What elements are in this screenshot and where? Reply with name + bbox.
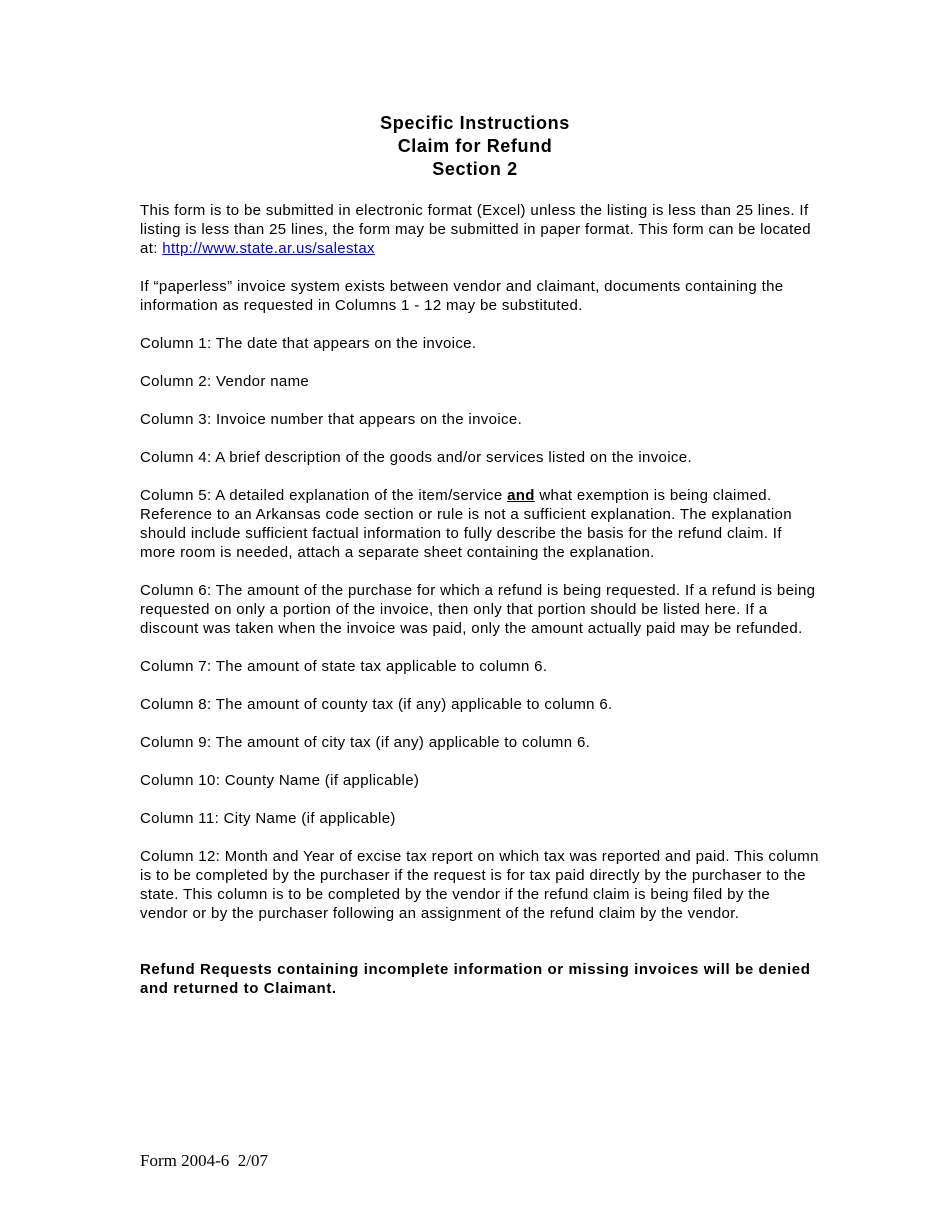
column-5-instruction [140,486,820,562]
title-line-3: Section 2 [432,159,518,179]
paperless-paragraph: If “paperless” invoice system exists between vendor and claimant, documents containing the information as requested in Columns 1 - 12 may be substituted. [140,278,784,314]
column-5-emphasis: and [507,487,535,504]
column-2-instruction: Column 2: Vendor name [140,373,310,390]
column-12-instruction: Column 12: Month and Year of excise tax report on which tax was reported and paid. This column is to be completed by the purchaser if the request is for tax paid directly by the purchaser to the state. This column is to be completed by the vendor if the refund claim is being filed by the vendor or by the purchaser following an assignment of the refund claim by the vendor. [140,848,819,922]
page-title [0,112,950,181]
title-line-1: Specific Instructions [380,113,570,133]
refund-denial-notice: Refund Requests containing incomplete information or missing invoices will be denied and returned to Claimant. [140,961,811,997]
instructions-body [140,201,820,1017]
intro-paragraph [140,201,820,258]
intro-text: This form is to be submitted in electronic format (Excel) unless the listing is less than 25 lines. If listing is less than 25 lines, the form may be submitted in paper format. This form can be located at: [140,202,811,257]
column-5-text-start: Column 5: A detailed explanation of the item/service [140,487,508,504]
column-3-instruction: Column 3: Invoice number that appears on the invoice. [140,411,523,428]
salestax-link[interactable]: http://www.state.ar.us/salestax [162,240,375,257]
column-1-instruction: Column 1: The date that appears on the invoice. [140,335,477,352]
column-10-instruction: Column 10: County Name (if applicable) [140,772,420,789]
form-number-footer: Form 2004-6 2/07 [140,1151,268,1170]
title-line-2: Claim for Refund [397,136,553,156]
column-7-instruction: Column 7: The amount of state tax applicable to column 6. [140,658,548,675]
column-5-text-end: what exemption is being claimed. Reference to an Arkansas code section or rule is not a sufficient explanation. The explanation should include sufficient factual information to fully describe the basis for the refund claim. If more room is needed, attach a separate sheet containing the explanation. [140,487,792,561]
column-9-instruction: Column 9: The amount of city tax (if any) applicable to column 6. [140,734,591,751]
column-11-instruction: Column 11: City Name (if applicable) [140,810,396,827]
column-4-instruction: Column 4: A brief description of the goods and/or services listed on the invoice. [140,449,692,466]
column-6-instruction: Column 6: The amount of the purchase for which a refund is being requested. If a refund is being requested on only a portion of the invoice, then only that portion should be listed here. If a discount was taken when the invoice was paid, only the amount actually paid may be refunded. [140,582,816,637]
column-8-instruction: Column 8: The amount of county tax (if any) applicable to column 6. [140,696,613,713]
